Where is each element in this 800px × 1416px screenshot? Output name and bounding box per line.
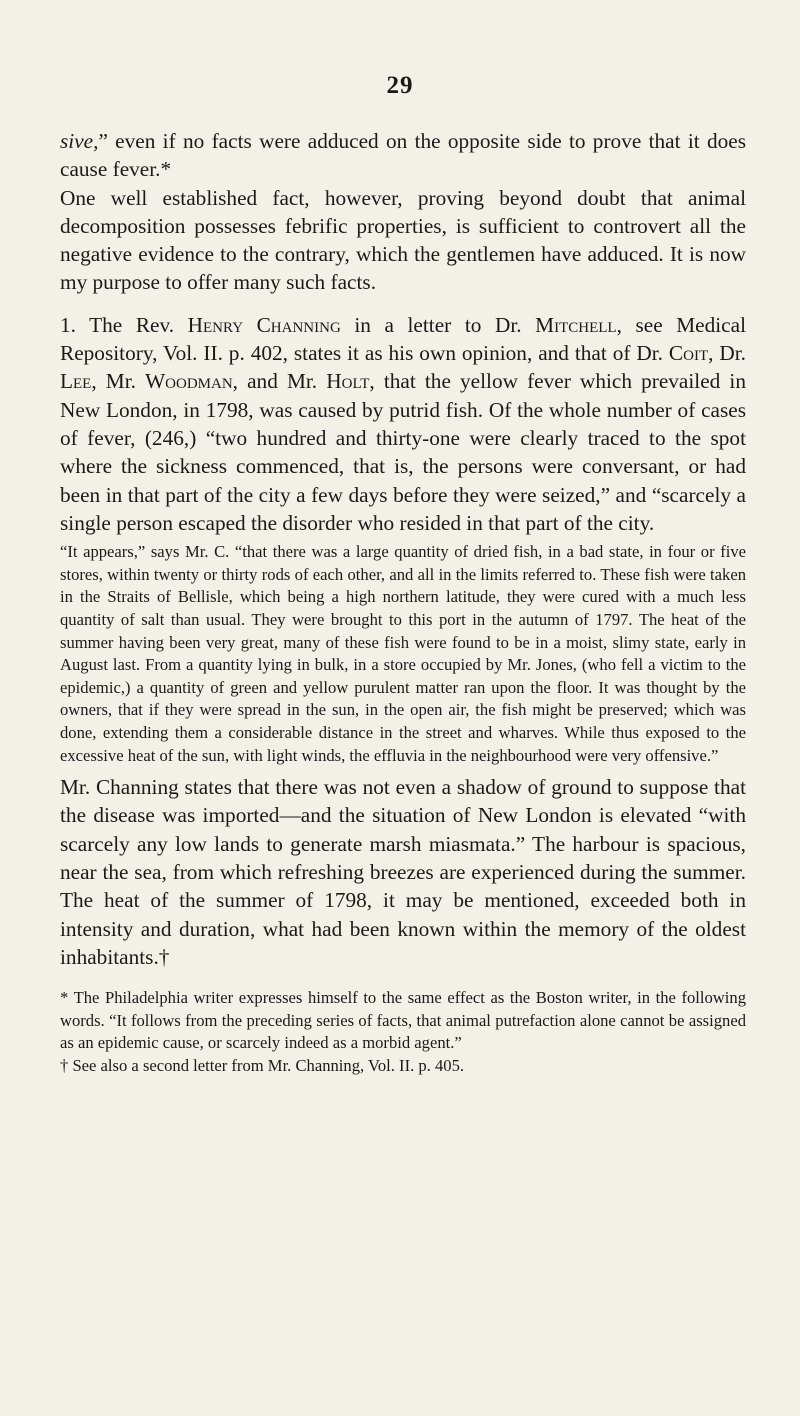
- paragraph-continuation: [60, 127, 746, 184]
- footnote-dagger: † See also a second letter from Mr. Channing, Vol. II. p. 405.: [60, 1055, 465, 1075]
- footnotes: [60, 987, 746, 1077]
- person-name: Woodman: [145, 369, 233, 394]
- person-name: Henry Channing: [187, 312, 341, 337]
- person-name: Coit: [668, 341, 709, 366]
- block-quote: “It appears,” says Mr. C. “that there was a large quantity of dried fish, in a bad state, in four or five stores, within twenty or thirty rods of each other, and all in the limits referred to. These fish were taken in the Straits of Bellisle, which being a high northern latitude, they were cured with a much less quantity of salt than usual. They were brought to this port in the autumn of 1797. The heat of the summer having been very great, many of these fish were found to be in a moist, slimy state, early in August last. From a quantity lying in bulk, in a store occupied by Mr. Jones, (who fell a victim to the epidemic,) a quantity of green and yellow purulent matter ran upon the floor. It was thought by the owners, that if they were spread in the sun, in the open air, the fish might be preserved; which was done, extending them a considerable distance in the street and wharves. While thus exposed to the excessive heat of the sun, with light winds, the effluvia in the neighbourhood were very offensive.”: [60, 542, 746, 765]
- person-name: Mitchell: [535, 312, 617, 337]
- page-number: 29: [386, 72, 414, 99]
- page-text: [60, 127, 746, 1078]
- paragraph-facts-intro: One well established fact, however, proving beyond doubt that animal decomposition possesses febrific properties, is sufficient to controvert all the negative evidence to the contrary, which the gentlemen have adduced. It is now my purpose to offer many such facts.: [60, 185, 746, 295]
- paragraph-no-importation: Mr. Channing states that there was not even a shadow of ground to suppose that the disease was imported—and the situation of New London is elevated “with scarcely any low lands to generate marsh miasmata.” The harbour is spacious, near the sea, from which refreshing breezes are experienced during the summer. The heat of the summer of 1798, it may be mentioned, exceeded both in intensity and duration, what had been known within the memory of the oldest inhabitants.†: [60, 775, 746, 969]
- person-name: Lee: [60, 369, 92, 394]
- paragraph-text: ” even if no facts were adduced on the opposite side to prove that it does cause fever.*: [60, 129, 746, 182]
- paragraph-channing-letter: 1. The Rev. Henry Channing in a letter to Dr. Mitchell, see Medical Repository, Vol. II. p. 402, states it as his own opinion, and that of Dr. Coit, Dr. Lee, Mr. Woodman, and Mr. Holt, that the yellow fever which prevailed in New London, in 1798, was caused by putrid fish. Of the whole number of cases of fever, (246,) “two hundred and thirty-one were clearly traced to the spot where the sickness commenced, that is, the persons were conversant, or had been in that part of the city a few days before they were seized,” and “scarcely a single person escaped the disorder who resided in that part of the city.: [60, 312, 746, 535]
- footnote-star: * The Philadelphia writer expresses himself to the same effect as the Boston writer, in the following words. “It follows from the preceding series of facts, that animal putrefaction alone cannot be assigned as an epidemic cause, or scarcely indeed as a morbid agent.”: [60, 988, 746, 1053]
- person-name: Holt: [326, 369, 370, 394]
- italic-word: sive,: [60, 129, 99, 153]
